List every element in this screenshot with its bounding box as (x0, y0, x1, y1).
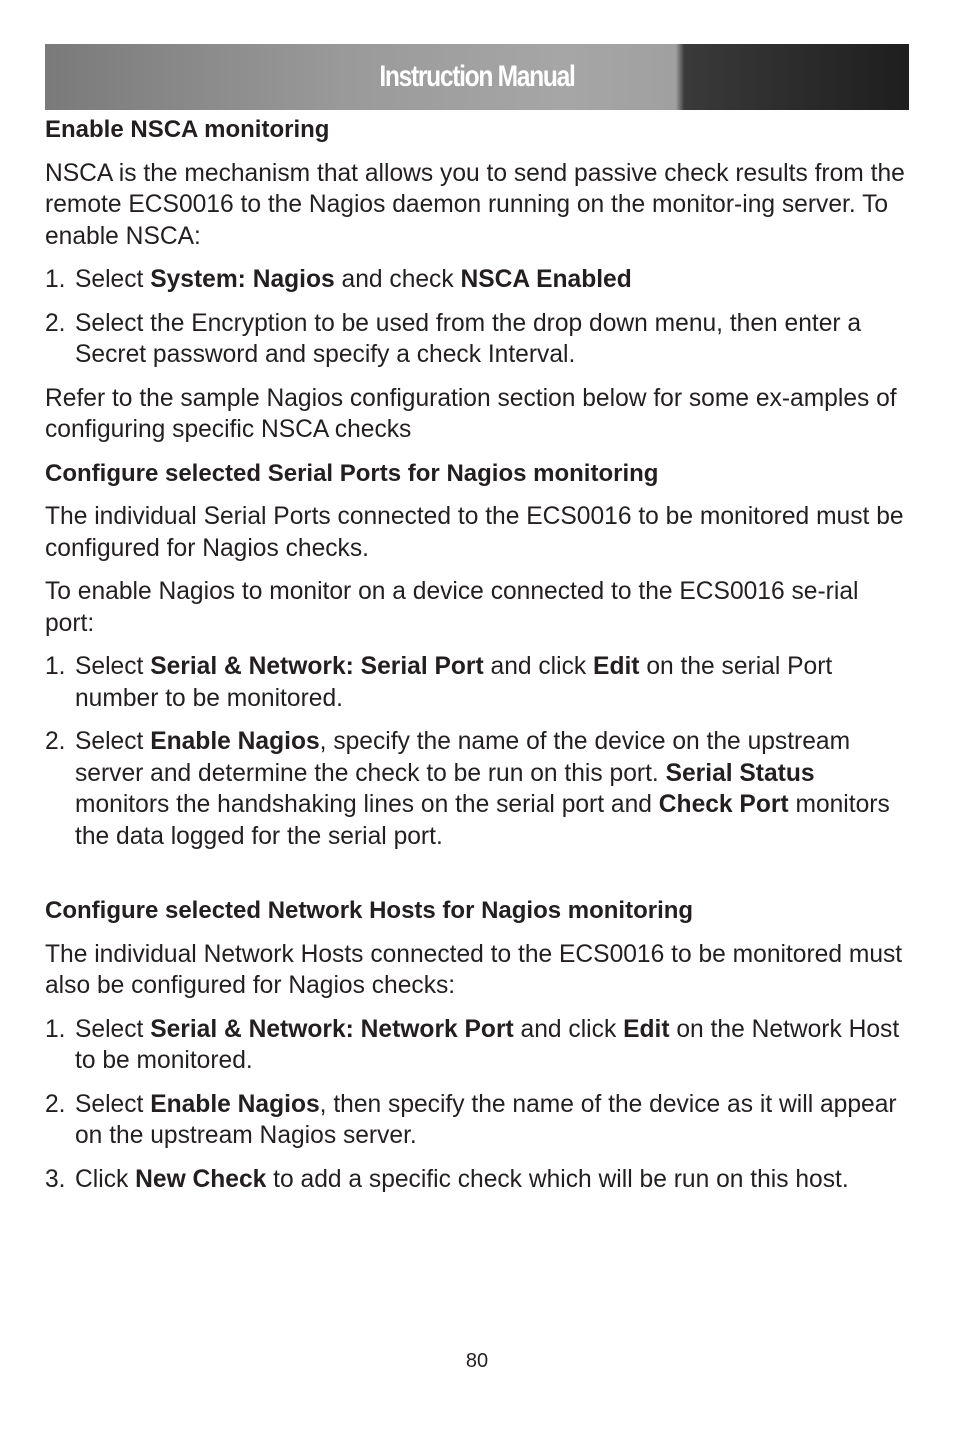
bold-run: Enable Nagios (150, 728, 320, 755)
step-text (75, 1089, 911, 1152)
step-text: Select the Encryption to be used from the drop down menu, then enter a Secret password and specify a check Interval. (75, 309, 862, 368)
step-text (75, 264, 911, 296)
step-text (75, 651, 911, 714)
text-run: on the Network Host to be monitored. (75, 1015, 900, 1074)
page-number: 80 (465, 1350, 489, 1372)
bold-run: Check Port (658, 791, 789, 818)
bold-run: Edit (593, 653, 640, 680)
bold-run: Serial & Network: Serial Port (150, 653, 484, 680)
text-run: , then specify the name of the device as it will appear on the upstream Nagios server. (75, 1090, 897, 1149)
bold-run: System: Nagios (150, 266, 335, 293)
text-run: and check (334, 266, 461, 293)
nsca-intro: NSCA is the mechanism that allows you to send passive check results from the remote ECS0016 to the Nagios daemon running on the monitor-ing server. To enable NSCA: (45, 159, 905, 250)
section-heading-nsca: Enable NSCA monitoring (45, 116, 330, 143)
header-title: Instruction Manual (379, 60, 575, 93)
bold-run: Edit (623, 1015, 670, 1043)
bold-run: Enable Nagios (150, 1090, 320, 1118)
bold-run: NSCA Enabled (460, 266, 632, 293)
step-number: 1. (45, 653, 66, 680)
step-number: 2. (45, 309, 66, 337)
text-run: monitors the data logged for the serial port. (75, 791, 890, 850)
text-run: and click (483, 653, 594, 680)
network-p1: The individual Network Hosts connected to the ECS0016 to be monitored must also be configured for Nagios checks: (45, 940, 903, 999)
section-heading-serial: Configure selected Serial Ports for Nagios monitoring (45, 459, 659, 487)
text-run: Click (75, 1165, 136, 1193)
text-run: Select (75, 728, 151, 755)
nsca-step-1 (45, 264, 911, 296)
text-run: on the serial Port number to be monitored. (75, 653, 833, 712)
step-number: 1. (45, 266, 66, 293)
step-text (75, 726, 911, 852)
text-run: Select (75, 1015, 151, 1043)
bold-run: New Check (135, 1165, 267, 1193)
bold-run: Serial & Network: Network Port (150, 1015, 514, 1043)
serial-p2: To enable Nagios to monitor on a device connected to the ECS0016 se-rial port: (45, 578, 859, 637)
step-number: 2. (45, 1090, 66, 1118)
nsca-step-2 (45, 308, 911, 371)
step-number: 3. (45, 1165, 66, 1193)
bold-run: Serial Status (665, 759, 815, 787)
step-text (75, 1164, 911, 1196)
text-run: monitors the handshaking lines on the serial port and (75, 791, 659, 818)
serial-step-2 (45, 726, 911, 852)
section-heading-network: Configure selected Network Hosts for Nagios monitoring (45, 897, 694, 924)
step-text (75, 1014, 911, 1077)
network-step-2 (45, 1089, 911, 1152)
page-content (45, 112, 911, 1195)
step-number: 1. (45, 1015, 66, 1043)
text-run: Select (75, 266, 151, 293)
text-run: , specify the name of the device on the upstream server and determine the check to be run on this port. (75, 728, 851, 787)
text-run: Select (75, 1090, 151, 1118)
header-banner (45, 44, 909, 110)
step-number: 2. (45, 728, 66, 755)
network-step-3 (45, 1164, 911, 1196)
nsca-outro: Refer to the sample Nagios configuration section below for some ex-amples of configuring specific NSCA checks (45, 384, 897, 443)
network-step-1 (45, 1014, 911, 1077)
serial-p1: The individual Serial Ports connected to the ECS0016 to be monitored must be configured for Nagios checks. (45, 503, 904, 562)
text-run: and click (513, 1015, 624, 1043)
serial-step-1 (45, 651, 911, 714)
text-run: Select (75, 653, 151, 680)
text-run: to add a specific check which will be run on this host. (266, 1165, 849, 1193)
